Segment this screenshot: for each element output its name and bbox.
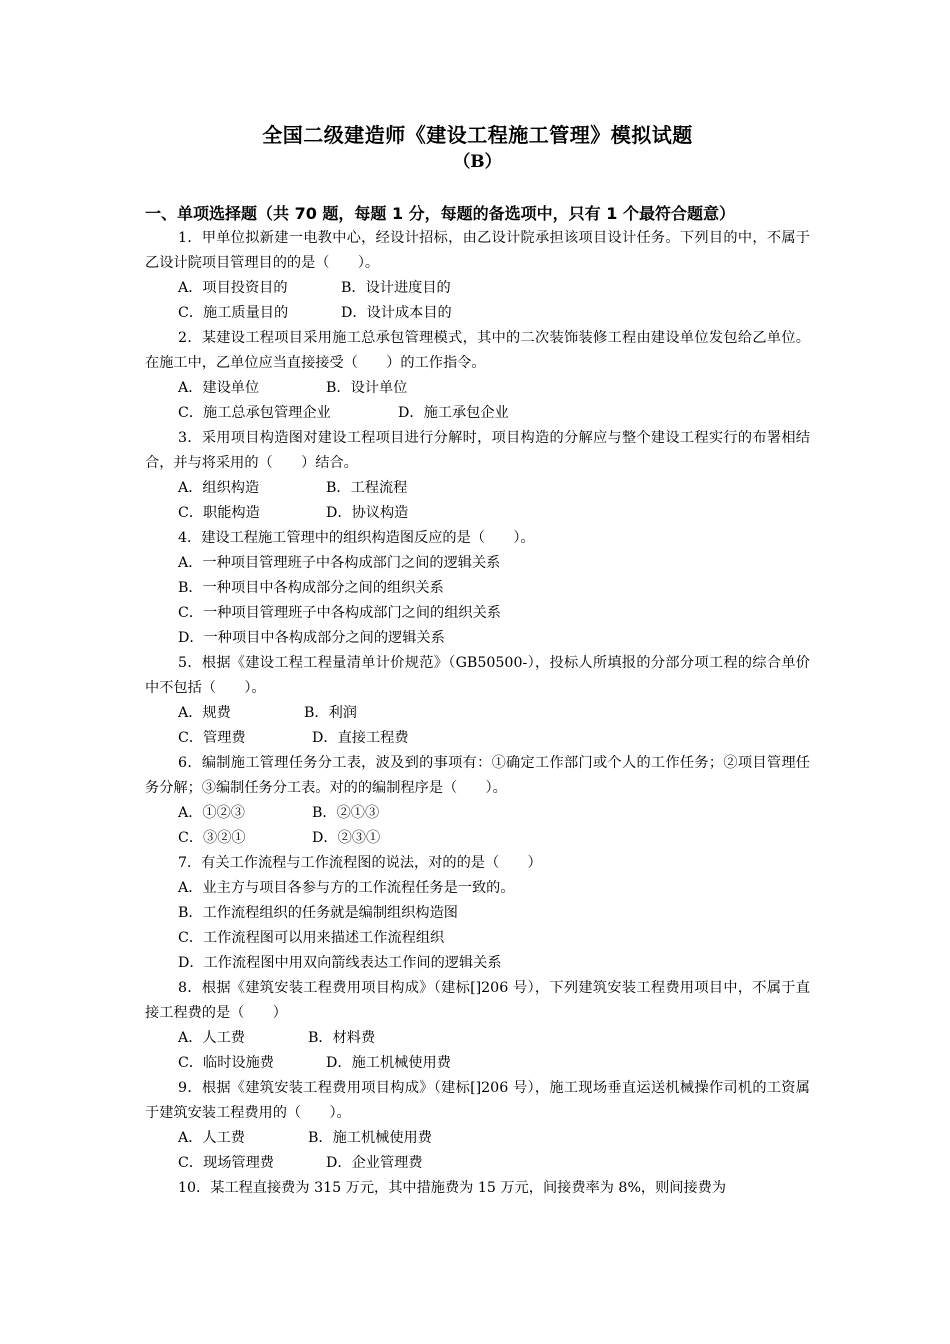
option-b: B．设计单位 (326, 380, 408, 396)
option-row (145, 1051, 810, 1076)
option-row (145, 501, 810, 526)
question-3 (145, 426, 810, 526)
option-c: C．一种项目管理班子中各构成部门之间的组织关系 (178, 605, 501, 621)
option-a: A．组织构造 (178, 480, 260, 496)
option-a: A．业主方与项目各参与方的工作流程任务是一致的。 (178, 880, 515, 896)
question-1 (145, 226, 810, 326)
option-row (145, 801, 810, 826)
option-c: C．③②① (178, 830, 246, 846)
option-row (145, 826, 810, 851)
question-text: 2．某建设工程项目采用施工总承包管理模式，其中的二次装饰装修工程由建设单位发包给乙单位。在施工中，乙单位应当直接接受（ ）的工作指令。 (145, 330, 810, 371)
question-text: 6．编制施工管理任务分工表，波及到的事项有：①确定工作部门或个人的工作任务；②项目管理任务分解；③编制任务分工表。对的的编制程序是（ ）。 (145, 755, 810, 796)
question-5 (145, 651, 810, 751)
option-d: D．企业管理费 (326, 1155, 423, 1171)
question-text: 9．根据《建筑安装工程费用项目构成》（建标[]206 号），施工现场垂直运送机械操作司机的工资属于建筑安装工程费用的（ ）。 (145, 1080, 810, 1121)
option-a: A．建设单位 (178, 380, 260, 396)
option-b: B．②①③ (312, 805, 380, 821)
option-d: D．直接工程费 (312, 730, 409, 746)
question-text: 4．建设工程施工管理中的组织构造图反应的是（ ）。 (178, 530, 535, 546)
option-row (145, 1151, 810, 1176)
option-row (145, 1026, 810, 1051)
question-text: 7．有关工作流程与工作流程图的说法，对的的是（ ） (178, 855, 542, 871)
document-page (145, 120, 810, 1201)
question-4 (145, 526, 810, 651)
option-a: A．人工费 (178, 1130, 245, 1146)
option-d: D．工作流程图中用双向箭线表达工作间的逻辑关系 (178, 955, 502, 971)
question-8 (145, 976, 810, 1076)
option-c: C．施工总承包管理企业 (178, 405, 331, 421)
option-c: C．管理费 (178, 730, 246, 746)
option-d: D．②③① (312, 830, 381, 846)
option-row (145, 301, 810, 326)
option-d: D．施工机械使用费 (326, 1055, 451, 1071)
option-c: C．施工质量目的 (178, 305, 289, 321)
option-a: A．一种项目管理班子中各构成部门之间的逻辑关系 (178, 555, 501, 571)
question-text: 1．甲单位拟新建一电教中心，经设计招标，由乙设计院承担该项目设计任务。下列目的中，不属于乙设计院项目管理目的的是（ ）。 (145, 230, 810, 271)
option-b: B．材料费 (308, 1030, 376, 1046)
option-d: D．施工承包企业 (398, 405, 509, 421)
option-row (145, 401, 810, 426)
option-b: B．设计进度目的 (341, 280, 451, 296)
option-row (145, 726, 810, 751)
question-text: 5．根据《建设工程工程量清单计价规范》（GB50500-），投标人所填报的分部分项工程的综合单价中不包括（ ）。 (145, 655, 810, 696)
option-a: A．人工费 (178, 1030, 245, 1046)
option-c: C．临时设施费 (178, 1055, 274, 1071)
option-b: B．一种项目中各构成部分之间的组织关系 (178, 580, 444, 596)
document-subtitle: （B） (453, 152, 502, 172)
option-b: B．利润 (304, 705, 357, 721)
option-row (145, 701, 810, 726)
document-title: 全国二级建造师《建设工程施工管理》模拟试题 (262, 123, 693, 147)
question-text: 3．采用项目构造图对建设工程项目进行分解时，项目构造的分解应与整个建设工程实行的布署相结合，并与将采用的（ ）结合。 (145, 430, 810, 471)
option-d: D．设计成本目的 (341, 305, 452, 321)
option-row (145, 376, 810, 401)
question-9 (145, 1076, 810, 1176)
question-6 (145, 751, 810, 851)
option-b: B．工程流程 (326, 480, 408, 496)
option-d: D．一种项目中各构成部分之间的逻辑关系 (178, 630, 445, 646)
option-c: C．工作流程图可以用来描述工作流程组织 (178, 930, 445, 946)
question-text: 10．某工程直接费为 315 万元，其中措施费为 15 万元，间接费率为 8%，则间接费为 (178, 1180, 727, 1196)
option-c: C．职能构造 (178, 505, 260, 521)
question-7 (145, 851, 810, 976)
question-text: 8．根据《建筑安装工程费用项目构成》（建标[]206 号），下列建筑安装工程费用项目中，不属于直接工程费的是（ ） (145, 980, 810, 1021)
option-a: A．规费 (178, 705, 231, 721)
question-2 (145, 326, 810, 426)
section-heading: 一、单项选择题（共 70 题，每题 1 分，每题的备选项中，只有 1 个最符合题意） (145, 204, 735, 223)
option-a: A．①②③ (178, 805, 245, 821)
option-row (145, 276, 810, 301)
option-b: B．施工机械使用费 (308, 1130, 432, 1146)
option-a: A．项目投资目的 (178, 280, 288, 296)
question-10 (145, 1176, 810, 1201)
option-row (145, 476, 810, 501)
option-d: D．协议构造 (326, 505, 409, 521)
option-c: C．现场管理费 (178, 1155, 274, 1171)
option-row (145, 1126, 810, 1151)
option-b: B．工作流程组织的任务就是编制组织构造图 (178, 905, 458, 921)
